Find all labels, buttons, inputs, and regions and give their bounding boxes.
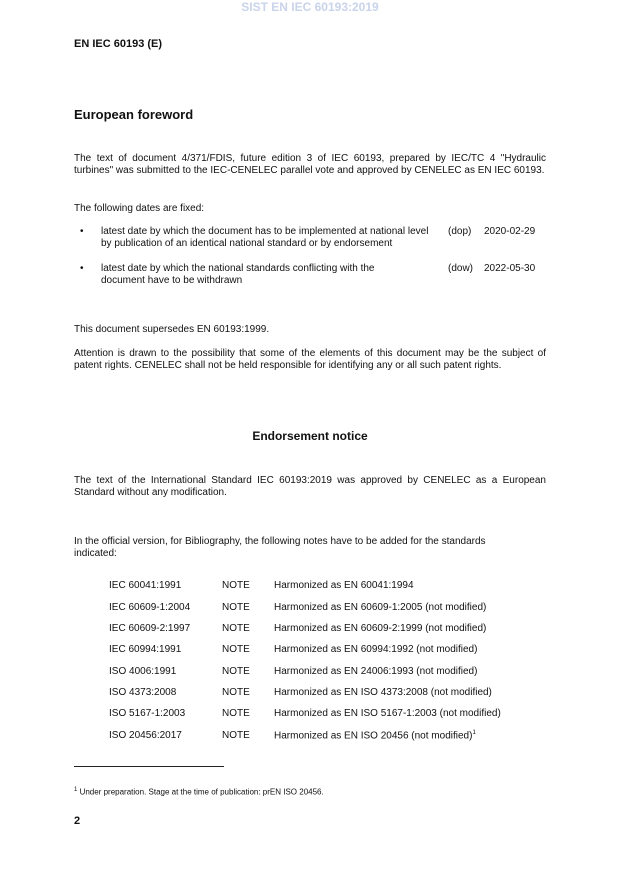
footnote-ref[interactable]: 1	[472, 730, 476, 736]
standard-id: ISO 20456:2017	[109, 730, 182, 741]
standard-id: ISO 4006:1991	[109, 666, 177, 677]
footnote	[74, 787, 324, 797]
harmonized-text: Harmonized as EN 60609-1:2005 (not modified)	[274, 602, 487, 613]
note-label: NOTE	[222, 644, 250, 655]
date-dop-value: 2020-02-29	[484, 226, 536, 237]
harmonized-text	[274, 730, 476, 741]
endorsement-text: The text of the International Standard IEC 60193:2019 was approved by CENELEC as a European Standard without any modification.	[74, 475, 546, 498]
bibliography-intro: In the official version, for Bibliography, the following notes have to be added for the standards indicated:	[74, 536, 486, 559]
watermark: SIST EN IEC 60193:2019	[241, 0, 379, 14]
harmonized-text: Harmonized as EN 60609-2:1999 (not modified)	[274, 623, 487, 634]
bullet-dow: •	[80, 263, 84, 274]
standard-id: IEC 60041:1991	[109, 580, 182, 591]
harmonized-text: Harmonized as EN ISO 5167-1:2003 (not modified)	[274, 708, 501, 719]
date-dow-value: 2022-05-30	[484, 263, 536, 274]
standard-id: IEC 60994:1991	[109, 644, 182, 655]
note-label: NOTE	[222, 708, 250, 719]
standard-id: ISO 5167-1:2003	[109, 708, 186, 719]
foreword-title: European foreword	[74, 107, 194, 122]
patent-text: Attention is drawn to the possibility that some of the elements of this document may be the subject of patent rights. CENELEC shall not be held responsible for identifying any or all such patent rights.	[74, 348, 546, 371]
date-dow-text: latest date by which the national standards conflicting with the document have to be withdrawn	[101, 263, 375, 286]
harmonized-text: Harmonized as EN 24006:1993 (not modified)	[274, 666, 478, 677]
note-label: NOTE	[222, 666, 250, 677]
standard-id: IEC 60609-1:2004	[109, 602, 191, 613]
footnote-divider	[74, 766, 224, 767]
note-label: NOTE	[222, 580, 250, 591]
document-header: EN IEC 60193 (E)	[74, 38, 163, 50]
footnote-text: Under preparation. Stage at the time of publication: prEN ISO 20456.	[79, 787, 324, 797]
bullet-dop: •	[80, 226, 84, 237]
date-dop-code: (dop)	[448, 226, 472, 237]
harmonized-text: Harmonized as EN ISO 4373:2008 (not modified)	[274, 687, 492, 698]
note-label: NOTE	[222, 687, 250, 698]
foreword-intro: The text of document 4/371/FDIS, future edition 3 of IEC 60193, prepared by IEC/TC 4 "Hydraulic turbines" was submitted to the IEC-CENELEC parallel vote and approved by CENELEC as EN IEC 60193.	[74, 153, 546, 176]
note-label: NOTE	[222, 623, 250, 634]
date-dow-code: (dow)	[448, 263, 474, 274]
harmonized-text: Harmonized as EN 60041:1994	[274, 580, 414, 591]
standard-id: ISO 4373:2008	[109, 687, 177, 698]
note-label: NOTE	[222, 730, 250, 741]
endorsement-title: Endorsement notice	[252, 429, 368, 443]
harmonized-text: Harmonized as EN 60994:1992 (not modified)	[274, 644, 478, 655]
note-label: NOTE	[222, 602, 250, 613]
supersedes-text: This document supersedes EN 60193:1999.	[74, 324, 270, 335]
dates-intro: The following dates are fixed:	[74, 203, 205, 214]
harmonized-text-body: Harmonized as EN ISO 20456 (not modified)	[274, 730, 473, 742]
footnote-mark: 1	[74, 787, 78, 793]
standard-id: IEC 60609-2:1997	[109, 623, 191, 634]
page-number: 2	[74, 815, 81, 827]
date-dop-text: latest date by which the document has to be implemented at national level by publication of an identical national standard or by endorsement	[101, 226, 429, 249]
